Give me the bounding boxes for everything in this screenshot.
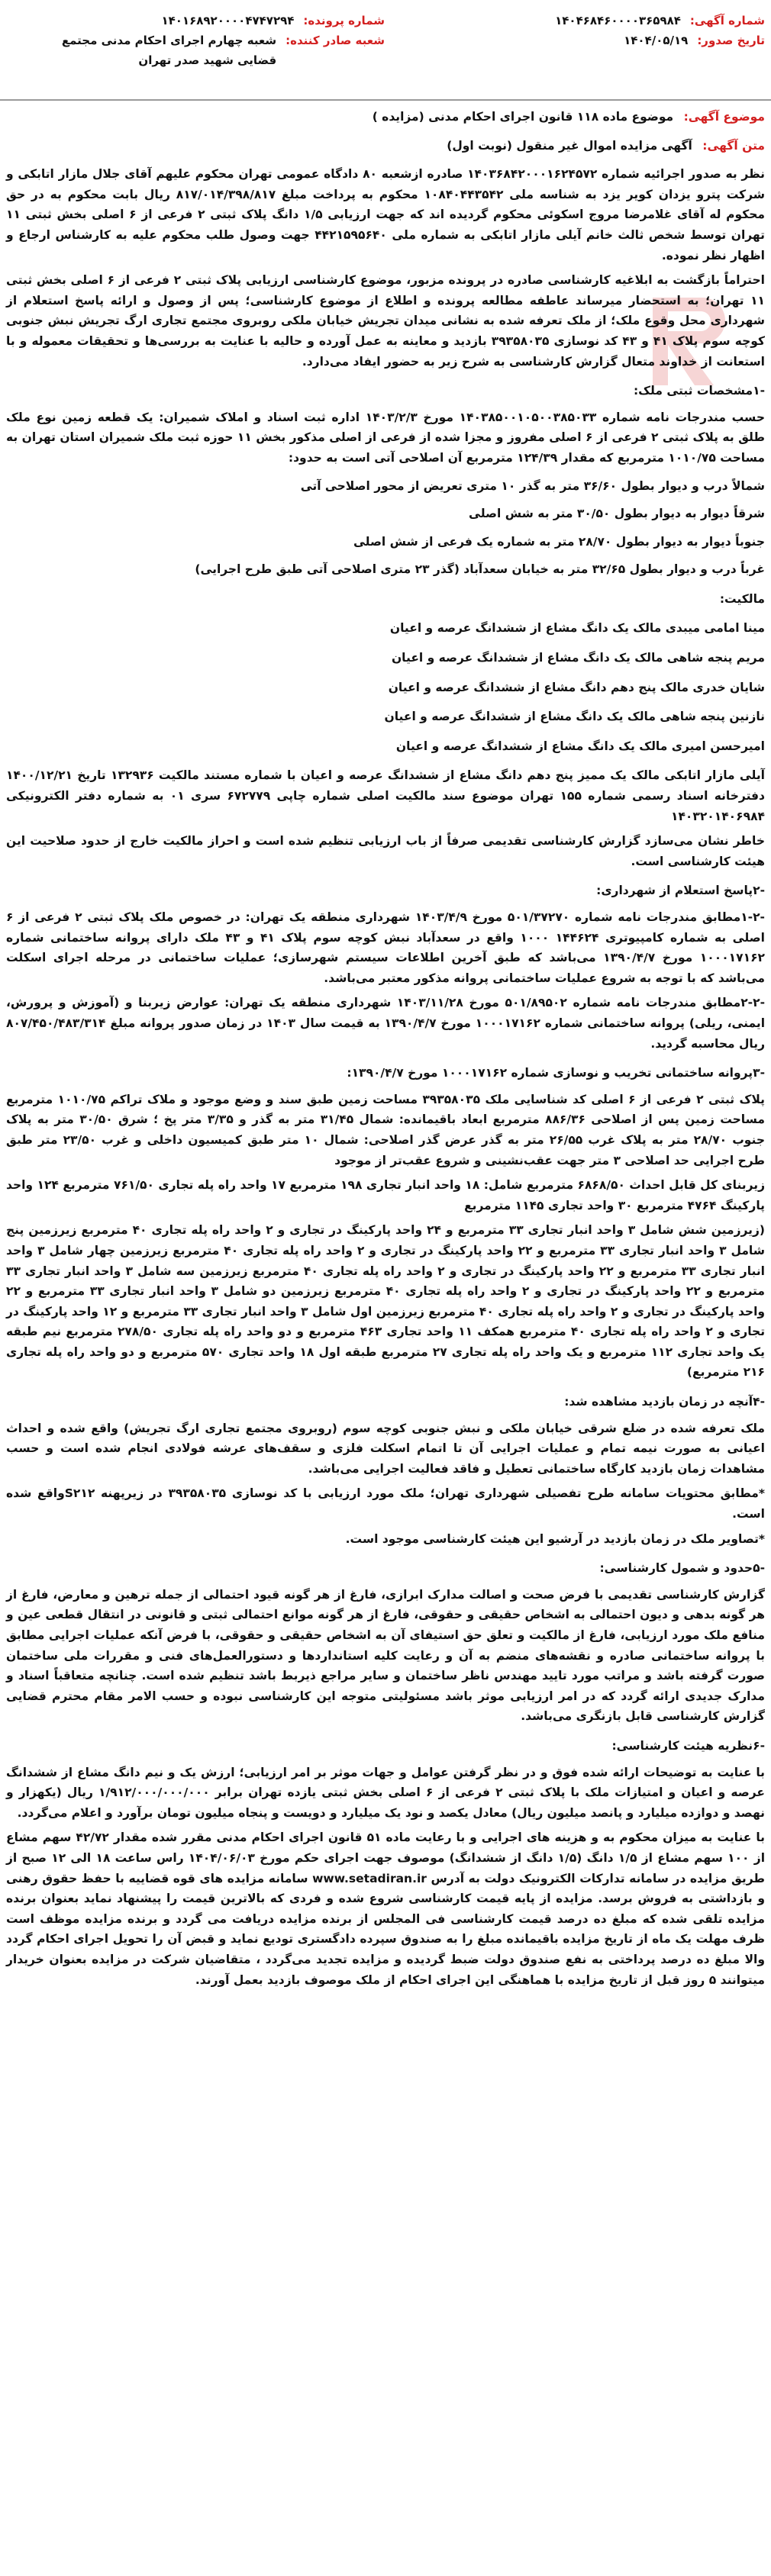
section-5-title: -۵حدود و شمول کارشناسی: bbox=[599, 1561, 765, 1576]
issuing-branch-row bbox=[0, 31, 385, 70]
section-4-title: -۴آنچه در زمان بازدید مشاهده شد: bbox=[564, 1395, 765, 1409]
ad-body bbox=[6, 107, 765, 1995]
owners-paragraph: آیلی مازار اتابکی مالک یک ممیز پنج دهم دانگ مشاع از ششدانگ عرصه و اعیان با شماره مستند مالکیت ۱۳۲۹۳۶ تاریخ ۱۴۰۰/۱۲/۲۱ دفترخانه اسناد رسمی شماره ۱۵۵ تهران موضوع سند مالکیت اصلی شماره چاپی ۶۷۲۷۷۹ سری ۰۱ به شماره دفتر الکترونیکی ۱۴۰۳۲۰۱۴۰۶۹۸۴ bbox=[6, 768, 765, 823]
paragraph-intro: نظر به صدور اجرائیه شماره ۱۴۰۳۶۸۴۲۰۰۰۱۶۲۴۵۷۲ صادره ازشعبه ۸۰ دادگاه عمومی تهران محکوم علیهم آقای جلال مازار اتابکی و شرکت پترو یزدان کویر یزد به شناسه ملی ۱۰۸۴۰۴۴۳۵۴۲ محکوم به پرداخت مبلغ ۸۱۷/۰۱۴/۳۹۸/۸۱۷ ریال بابت محکوم به در حق محکوم له آقای غلامرضا مروج اسکوئی محکوم گردیده اند که جهت ارزیابی ۱/۵ دانگ پلاک ثبتی ۲ فرعی از ۶ اصلی بخش ثبتی ۱۱ تهران توسط شخص ثالث خانم آیلی مازار اتابکی به شماره ملی ۴۴۲۱۵۹۵۶۴۰ جهت وصول طلب محکوم علیه به کارشناس ارجاع و اظهار نظر نموده. bbox=[6, 167, 766, 262]
section-4-paragraph: *مطابق محتویات سامانه طرح تفصیلی شهرداری تهران؛ ملک مورد ارزیابی با کد نوسازی ۳۹۳۵۸۰۳۵ در زیرپهنه S۲۱۲واقع شده است. bbox=[6, 1486, 765, 1521]
case-number-label: شماره پرونده: bbox=[303, 14, 385, 27]
section-1-paragraph: حسب مندرجات نامه شماره ۱۴۰۳۸۵۰۰۱۰۵۰۰۳۸۵۰۳۳ مورخ ۱۴۰۳/۲/۳ اداره ثبت اسناد و املاک شمیران: یک قطعه زمین نوع ملک طلق به پلاک ثبتی ۲ فرعی از ۶ اصلی مفروز و مجزا شده از فرعی از اصلی مذکور بخش ۱۱ حوزه ثبت ملک شمیران استان تهران به مساحت ۱۰۱۰/۷۵ مترمربع که مقدار ۱۲۴/۳۹ مترمربع آن اصلاحی آتی است به حدود: bbox=[6, 410, 766, 465]
section-3-paragraph: زیربنای کل قابل احداث ۶۸۶۸/۵۰ مترمربع شامل: ۱۸ واحد انبار تجاری ۱۹۸ مترمربع ۱۷ واحد راه پله تجاری ۷۶۱/۵۰ مترمربع ۱۲۴ واحد پارکینگ ۴۷۶۴ مترمربع ۳۰ واحد تجاری ۱۱۴۵ مترمربع bbox=[6, 1178, 765, 1212]
ad-number: ۱۴۰۴۶۸۴۶۰۰۰۰۳۶۵۹۸۴ bbox=[555, 14, 681, 27]
section-2-title: -۲پاسخ استعلام از شهرداری: bbox=[596, 884, 765, 898]
paragraph-report: احتراماً بازگشت به ابلاغیه کارشناسی صادره در پرونده مزبور، موضوع کارشناسی ارزیابی پلاک ثبتی ۲ فرعی از ۶ اصلی بخش ثبتی ۱۱ تهران؛ به استحضار میرساند عاطفه مطالعه پرونده و اطلاع از موضوع کارشناسی؛ پس از وصول و ارائه پاسخ استعلام از شهرداری محل وقوع ملک؛ از ملک تعرفه شده به نشانی میدان تجریش خیابان ملکی روبروی مجتمع تجاری ارگ تجریش نبش جنوبی کوچه سوم پلاک ۴۱ و ۴۳ کد نوسازی ۳۹۳۵۸۰۳۵ بازدید و معاینه به عمل آورده و حالیه با عنایت به بررسی‌ها و تحقیقات معموله و با استعانت از خداوند متعال گزارش کارشناسی به شرح زیر به حضور ایفاد می‌دارد. bbox=[6, 273, 766, 369]
section-6-paragraph: با عنایت به توضیحات ارائه شده فوق و در نظر گرفتن عوامل و جهات موثر بر امر ارزیابی؛ ارزش یک و نیم دانگ مشاع از ششدانگ عرصه و اعیان و امتیازات ملک با پلاک ثبتی ۲ فرعی از ۶ اصلی بخش ثبتی یازده تهران برابر ۱/۹۱۲/۰۰۰/۰۰۰/۰۰۰ ریال (یکهزار و نهصد و دوازده میلیارد و پانصد میلیون ریال) معادل یکصد و نود یک میلیارد و دویست و پنجاه میلیون تومان برآورد و اعلام می‌گردد. bbox=[6, 1765, 765, 1820]
note-ownership: خاطر نشان می‌سازد گزارش کارشناسی تقدیمی صرفاً از باب ارزیابی تنظیم شده است و احراز مالکیت خارج از حدود صلاحیت این هیئت کارشناسی است. bbox=[6, 834, 765, 868]
header-right-column bbox=[389, 0, 771, 101]
section-6-title: -۶نظریه هیئت کارشناسی: bbox=[611, 1738, 765, 1753]
subject-line bbox=[6, 107, 765, 127]
header-left-column bbox=[0, 0, 389, 101]
section-4-paragraph: *تصاویر ملک در زمان بازدید در آرشیو این هیئت کارشناسی موجود است. bbox=[345, 1531, 765, 1546]
owner-item: امیرحسن امیری مالک یک دانگ مشاع از ششدانگ عرصه و اعیان bbox=[395, 739, 765, 753]
section-3-paragraph: (زیرزمین شش شامل ۳ واحد انبار تجاری ۳۳ مترمربع و ۲۴ واحد پارکینگ در تجاری و ۲ واحد راه پله تجاری ۴۰ مترمربع زیرزمین پنج شامل ۳ واحد انبار تجاری ۳۳ مترمربع و ۲۲ واحد پارکینگ در تجاری و ۲ واحد راه پله تجاری ۴۰ مترمربع زیرزمین چهار شامل ۳ واحد انبار تجاری ۳۳ مترمربع و ۲۲ واحد پارکینگ در تجاری و ۲ واحد راه پله تجاری ۴۰ مترمربع زیرزمین سه شامل ۳ واحد انبار تجاری ۳۳ مترمربع و ۲۲ واحد پارکینگ در تجاری و ۲ واحد راه پله تجاری ۴۰ مترمربع زیرزمین دو شامل ۳ واحد انبار تجاری ۳۳ مترمربع و ۲۲ واحد پارکینگ در تجاری و ۲ واحد راه پله تجاری ۴۰ مترمربع زیرزمین اول شامل ۳ واحد انبار تجاری ۳۳ مترمربع و ۱۲ واحد پارکینگ در تجاری و ۲ واحد راه پله تجاری ۴۰ مترمربع همکف ۱۱ واحد تجاری ۴۶۳ مترمربع و دو واحد راه پله تجاری ۲۷۸/۵۰ مترمربع نیم طبقه یک واحد تجاری ۱۱۲ مترمربع و یک واحد راه پله تجاری ۲۷ مترمربع طبقه اول ۱۸ واحد تجاری ۵۷۰ مترمربع و دو واحد راه پله تجاری ۲۱۶ مترمربع) bbox=[6, 1223, 766, 1380]
owners-title: مالکیت: bbox=[719, 591, 765, 606]
owner-item: مینا امامی میبدی مالک یک دانگ مشاع از ششدانگ عرصه و اعیان bbox=[389, 621, 765, 636]
section-3-paragraph: پلاک ثبتی ۲ فرعی از ۶ اصلی کد شناسایی ملک ۳۹۳۵۸۰۳۵ مساحت زمین طبق سند و وضع موجود و ملاک تراکم ۱۰۱۰/۷۵ مترمربع مساحت زمین پس از اصلاحی ۸۸۶/۳۶ مترمربع ابعاد باقیمانده: شمال ۳۱/۴۵ متر به گذر و ۳/۳۵ متر پخ ؛ شرق ۳۰/۵۰ متر به پلاک جنوب ۲۸/۷۰ متر به پلاک غرب ۲۶/۵۵ متر به گذر عرض گذر اصلاحی: شمال ۱۰ متر طبق کمیسیون داخلی و غرب ۲۳/۵۰ متر طبق طرح اجرایی حد اصلاحی ۳ متر جهت عقب‌نشینی و شروع عقب‌تر از موجود bbox=[6, 1092, 765, 1167]
case-number: ۱۴۰۱۶۸۹۲۰۰۰۰۴۷۴۷۲۹۴ bbox=[161, 14, 295, 27]
boundary-north: شمالاً درب و دیوار بطول ۳۶/۶۰ متر به گذر ۱۰ متری تعریض از محور اصلاحی آتی bbox=[300, 478, 765, 493]
issue-date: ۱۴۰۴/۰۵/۱۹ bbox=[624, 34, 689, 47]
section-3-title: -۳پروانه ساختمانی تخریب و نوسازی شماره ۱۰۰۰۱۷۱۶۲ مورخ ۱۳۹۰/۴/۷: bbox=[347, 1066, 765, 1080]
issuing-branch: شعبه چهارم اجرای احکام مدنی مجتمع قضایی شهید صدر تهران bbox=[61, 34, 277, 67]
ad-header bbox=[0, 0, 771, 101]
section-4-paragraph: ملک تعرفه شده در ضلع شرقی خیابان ملکی و نبش جنوبی کوچه سوم (روبروی مجتمع تجاری ارگ تجریش) واقع شده و احداث اعیانی به صورت نیمه تمام و عملیات اجرایی آن تا اتمام اسکلت فلزی و سقف‌های عرشه فولادی انجام شده است و حسب مشاهدات زمان بازدید کارگاه ساختمانی تعطیل و فاقد فعالیت اجرایی می‌باشد. bbox=[6, 1421, 765, 1476]
text-title-line bbox=[6, 136, 765, 156]
section-5-paragraph: گزارش کارشناسی تقدیمی با فرض صحت و اصالت مدارک ابرازی، فارغ از هر گونه قیود احتمالی از جمله ترهین و معارض، فارغ از هر گونه بدهی و دیون احتمالی به اشخاص حقیقی و حقوقی، فارغ از هر گونه موانع احتمالی ثبتی و قانونی در انتقال قطعی عین و منافع ملک مورد ارزیابی، فارغ از مالکیت و تعلق حق استیفای آن به اشخاص حقیقی و حقوقی، با فرض آنکه عملیات اجرایی مطابق با پروانه ساختمانی صادره و نقشه‌های منضم به آن و رعایت کلیه استانداردها و دستورالعمل‌های فنی و مقررات ملی ساختمان صورت گرفته باشد و مراتب مورد تایید مهندس ناظر ساختمان و سایر مراجع ذیربط باشد تنظیم شده است. چنانچه متعاقباً اسناد و مدارک جدیدی ارائه گردد که در امر ارزیابی موثر باشد مسئولیتی متوجه این کارشناسی نبوده و حسب الامر مقام محترم قضایی گزارش کارشناسی قابل بازنگری می‌باشد. bbox=[6, 1587, 765, 1724]
section-2-item: -۱-۲مطابق مندرجات نامه شماره ۵۰۱/۳۷۲۷۰ مورخ ۱۴۰۳/۴/۹ شهرداری منطقه یک تهران: در خصوص ملک پلاک ثبتی ۲ فرعی از ۶ اصلی به شماره کامپیوتری ۱۴۴۶۲۴ ۱۰۰۰ واقع در سعدآباد نبش کوچه سوم پلاک ۴۱ و ۴۳ ملک دارای پروانه ساختمانی شماره ۱۰۰۰۱۷۱۶۲ مورخ ۱۳۹۰/۴/۷ می‌باشد که طبق آخرین اطلاعات سیستم شهرسازی؛ عملیات ساختمانی در مرحله اجرای اسکلت می‌باشد که با توجه به شروع عملیات ساختمانی پروانه مذکور معتبر می‌باشد. bbox=[6, 910, 765, 985]
issue-date-row bbox=[389, 31, 765, 50]
ad-number-label: شماره آگهی: bbox=[689, 14, 765, 27]
issuing-branch-label: شعبه صادر کننده: bbox=[285, 34, 385, 47]
owner-item: شایان خدری مالک پنج دهم دانگ مشاع از ششدانگ عرصه و اعیان bbox=[388, 680, 765, 694]
subject-text: موضوع ماده ۱۱۸ قانون اجرای احکام مدنی (مزایده ) bbox=[372, 110, 674, 124]
ad-number-row bbox=[389, 11, 765, 31]
owner-item: نازنین پنجه شاهی مالک یک دانگ مشاع از ششدانگ عرصه و اعیان bbox=[384, 710, 765, 724]
boundary-east: شرقاً دیوار به دیوار بطول ۳۰/۵۰ متر به شش اصلی bbox=[469, 507, 765, 521]
text-title: آگهی مزایده اموال غیر منقول (نوبت اول) bbox=[447, 138, 692, 153]
section-2-item: -۲-۲مطابق مندرجات نامه شماره ۵۰۱/۸۹۵۰۲ مورخ ۱۴۰۳/۱۱/۲۸ شهرداری منطقه یک تهران: عوارض زیربنا و (آموزش و پرورش، ایمنی، ریلی) پروانه ساختمانی شماره ۱۰۰۰۱۷۱۶۲ مورخ ۱۳۹۰/۴/۷ به قیمت سال ۱۴۰۳ در زمان صدور پروانه مبلغ ۸۰۷/۴۵۰/۴۸۳/۳۱۴ ریال محاسبه گردید. bbox=[6, 996, 766, 1051]
boundary-south: جنوباً دیوار به دیوار بطول ۲۸/۷۰ متر به شماره یک فرعی از شش اصلی bbox=[353, 534, 765, 549]
subject-label: موضوع آگهی: bbox=[683, 110, 765, 124]
case-number-row bbox=[0, 11, 385, 31]
closing-paragraph: با عنایت به میزان محکوم به و هزینه های اجرایی و با رعایت ماده ۵۱ قانون اجرای احکام مدنی مقرر شده مقدار ۴۲/۷۲ سهم مشاع از ۱۰۰ سهم مشاع از ۱/۵ دانگ (۱/۵ دانگ از ششدانگ) موصوف جهت اجرای حکم مورخ ۱۴۰۴/۰۶/۰۳ راس ساعت ۱۸ الی ۱۲ صبح از طریق مزایده در سامانه تدارکات الکترونیک دولت به آدرس www.setadiran.ir سامانه مزایده های قوه قضاییه با حفظ حقوق رهنی و بازداشتی به فروش برسد. مزایده از پایه قیمت کارشناسی شروع شده و فردی که بالاترین قیمت را پیشنهاد نماید بعنوان برنده مزایده تلقی شده که مبلغ ده درصد قیمت کارشناسی فی المجلس از برنده مزایده دریافت می گردد و برنده مزایده موظف است ظرف مهلت یک ماه از تاریخ مزایده باقیمانده مبلغ را به صندوق سپرده دادگستری تودیع نماید و قبض آن را تحویل اجرای احکام گردد والا مبلغ ده درصد پرداختی به نفع صندوق دولت ضبط گردیده و مزایده تجدید می‌گردد ، متقاضیان شرکت در مزایده بعنوان خریدار میتوانند ۵ روز قبل از تاریخ مزایده با هماهنگی این اجرای احکام از ملک موصوف بازدید بعمل آورند. bbox=[6, 1831, 766, 1987]
issue-date-label: تاریخ صدور: bbox=[697, 34, 765, 47]
section-1-title: -۱مشخصات ثبتی ملک: bbox=[633, 384, 765, 398]
text-label: متن آگهی: bbox=[702, 138, 765, 153]
boundary-west: غرباً درب و دیوار بطول ۳۲/۶۵ متر به خیابان سعدآباد (گذر ۲۳ متری اصلاحی آتی طبق طرح اجرایی) bbox=[195, 562, 765, 577]
owner-item: مریم پنجه شاهی مالک یک دانگ مشاع از ششدانگ عرصه و اعیان bbox=[391, 651, 765, 665]
